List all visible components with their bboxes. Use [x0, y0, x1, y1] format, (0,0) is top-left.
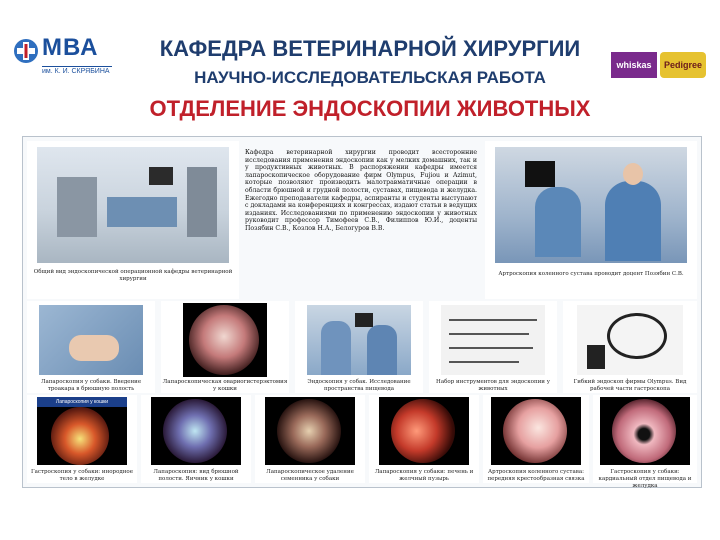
photo-caption: Лапароскопическое удаление семенника у собаки — [266, 469, 354, 482]
photo-card — [429, 301, 557, 393]
arthroscopy-photo-card — [485, 141, 697, 299]
photo-caption: Лапароскопия: вид брюшной полости. Яичник у кошки — [153, 469, 239, 482]
laparoscopy-dog-photo — [39, 305, 143, 375]
photo-card — [27, 301, 155, 393]
photo-caption: Артроскопия коленного сустава: передняя крестообразная связка — [487, 469, 585, 482]
room-photo — [37, 147, 229, 263]
photo-card — [255, 395, 365, 483]
section-title: ОТДЕЛЕНИЕ ЭНДОСКОПИИ ЖИВОТНЫХ — [149, 96, 591, 121]
logo-text: МВА — [42, 34, 99, 61]
whiskas-logo: whiskas — [611, 52, 657, 78]
photo-card — [593, 395, 697, 489]
laparoscopy-view-photo — [151, 397, 241, 465]
photo-caption: Гибкий эндоскоп фирмы Olympus. Вид рабочей части гастроскопа — [573, 379, 687, 392]
knee-ligament-photo — [491, 397, 581, 465]
photo-caption: Гастроскопия у собаки: кардиальный отдел пищевода и желудка — [598, 469, 692, 489]
photo-card — [369, 395, 479, 483]
photo-card — [141, 395, 251, 483]
photo-card — [27, 395, 137, 483]
photo-caption: Лапароскопия у собаки: печень и желчный пузырь — [374, 469, 474, 482]
room-photo-card — [27, 141, 239, 299]
photo-card — [295, 301, 423, 393]
photo-card — [563, 301, 697, 393]
photo-caption: Гастроскопия у собаки: инородное тело в желудке — [30, 469, 134, 482]
photo-card — [161, 301, 289, 393]
liver-photo — [379, 397, 469, 465]
page-subtitle: НАУЧНО-ИССЛЕДОВАТЕЛЬСКАЯ РАБОТА — [194, 68, 546, 87]
laparoscopy-cat-photo — [183, 303, 267, 377]
photo-caption: Эндоскопия у собак. Исследование пространства пищевода — [307, 379, 411, 392]
flexible-endoscope-photo — [577, 305, 683, 375]
instruments-photo — [441, 305, 545, 375]
esophagus-photo — [600, 397, 690, 465]
gastroscopy-photo — [37, 397, 127, 465]
endoscopy-dog-photo — [307, 305, 411, 375]
inset-label: Лапароскопия у кошки — [37, 397, 127, 407]
photo-caption: Лапароскопия у собаки. Введение троакара в брюшную полость — [40, 379, 142, 392]
room-caption: Общий вид эндоскопической операционной кафедры ветеринарной хирургии — [33, 269, 233, 282]
arthroscopy-caption: Артроскопия коленного сустава проводит доцент Позябин С.В. — [498, 271, 684, 277]
photo-card — [483, 395, 589, 483]
pedigree-logo: Pedigree — [660, 52, 706, 78]
photo-caption: Лапароскопическая овариогистерэктомия у кошки — [162, 379, 288, 392]
arthroscopy-photo — [495, 147, 687, 263]
photo-caption: Набор инструментов для эндоскопии у животных — [436, 379, 550, 392]
testicle-removal-photo — [265, 397, 355, 465]
page-title: КАФЕДРА ВЕТЕРИНАРНОЙ ХИРУРГИИ — [159, 36, 581, 61]
logo-subtitle: им. К. И. СКРЯБИНА — [42, 66, 112, 75]
description-text: Кафедра ветеринарной хирургии проводит всесторонние исследования применения эндоскопии как у мелких домашних, так и у продуктивных животных. В распоряжении кафедры имеется лапароскопическое оборудование фирм Olympus, Fujiou и Azimut, которые позволяют производить малотравматичные операции в области брюшной и грудной полости, суставах, пищевода и желудка. Ежегодно преподаватели кафедры, аспиранты и студенты выступают с докладами на конференциях и конгрессах, издают статьи в ведущих изданиях. Исследованиями по применению эндоскопии у животных руководит профессор Тимофеев С.В., Филиппов Ю.И., доценты Позябин С.В., Козлов Н.А., Белогуров В.В. — [245, 149, 477, 232]
poster-panel — [22, 136, 702, 488]
